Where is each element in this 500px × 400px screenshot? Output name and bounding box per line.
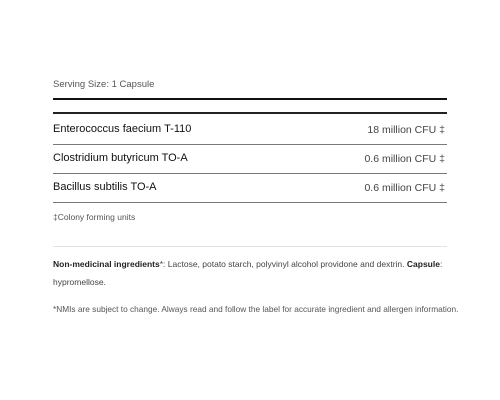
ingredient-row [53, 144, 447, 172]
ingredient-name: Clostridium butyricum TO-A [53, 152, 188, 164]
ingredient-amount: 18 million CFU ‡ [367, 124, 445, 136]
serving-size: Serving Size: 1 Capsule [53, 79, 155, 90]
section-divider [53, 246, 447, 247]
capsule-label: Capsule [406, 259, 440, 269]
capsule-colon: : [439, 259, 443, 269]
row-divider [53, 202, 447, 203]
non-medicinal-text: Lactose, potato starch, polyvinyl alcohol providone and dextrin. [165, 259, 405, 269]
capsule-text: hypromellose. [53, 277, 106, 287]
ingredient-row [53, 115, 447, 143]
non-medicinal-ingredients [53, 255, 447, 291]
thick-divider [53, 98, 447, 100]
ingredient-amount: 0.6 million CFU ‡ [364, 182, 445, 194]
ingredient-row [53, 173, 447, 201]
table-header-divider [53, 112, 447, 114]
ingredient-name: Enterococcus faecium T-110 [53, 123, 192, 135]
non-medicinal-marker: *: [159, 259, 166, 269]
nmi-disclaimer: *NMIs are subject to change. Always read and follow the label for accurate ingredient and allergen information. [53, 304, 459, 314]
cfu-footnote: ‡Colony forming units [53, 212, 136, 222]
ingredient-name: Bacillus subtilis TO-A [53, 181, 157, 193]
non-medicinal-label: Non-medicinal ingredients [53, 259, 160, 269]
ingredient-amount: 0.6 million CFU ‡ [364, 153, 445, 165]
